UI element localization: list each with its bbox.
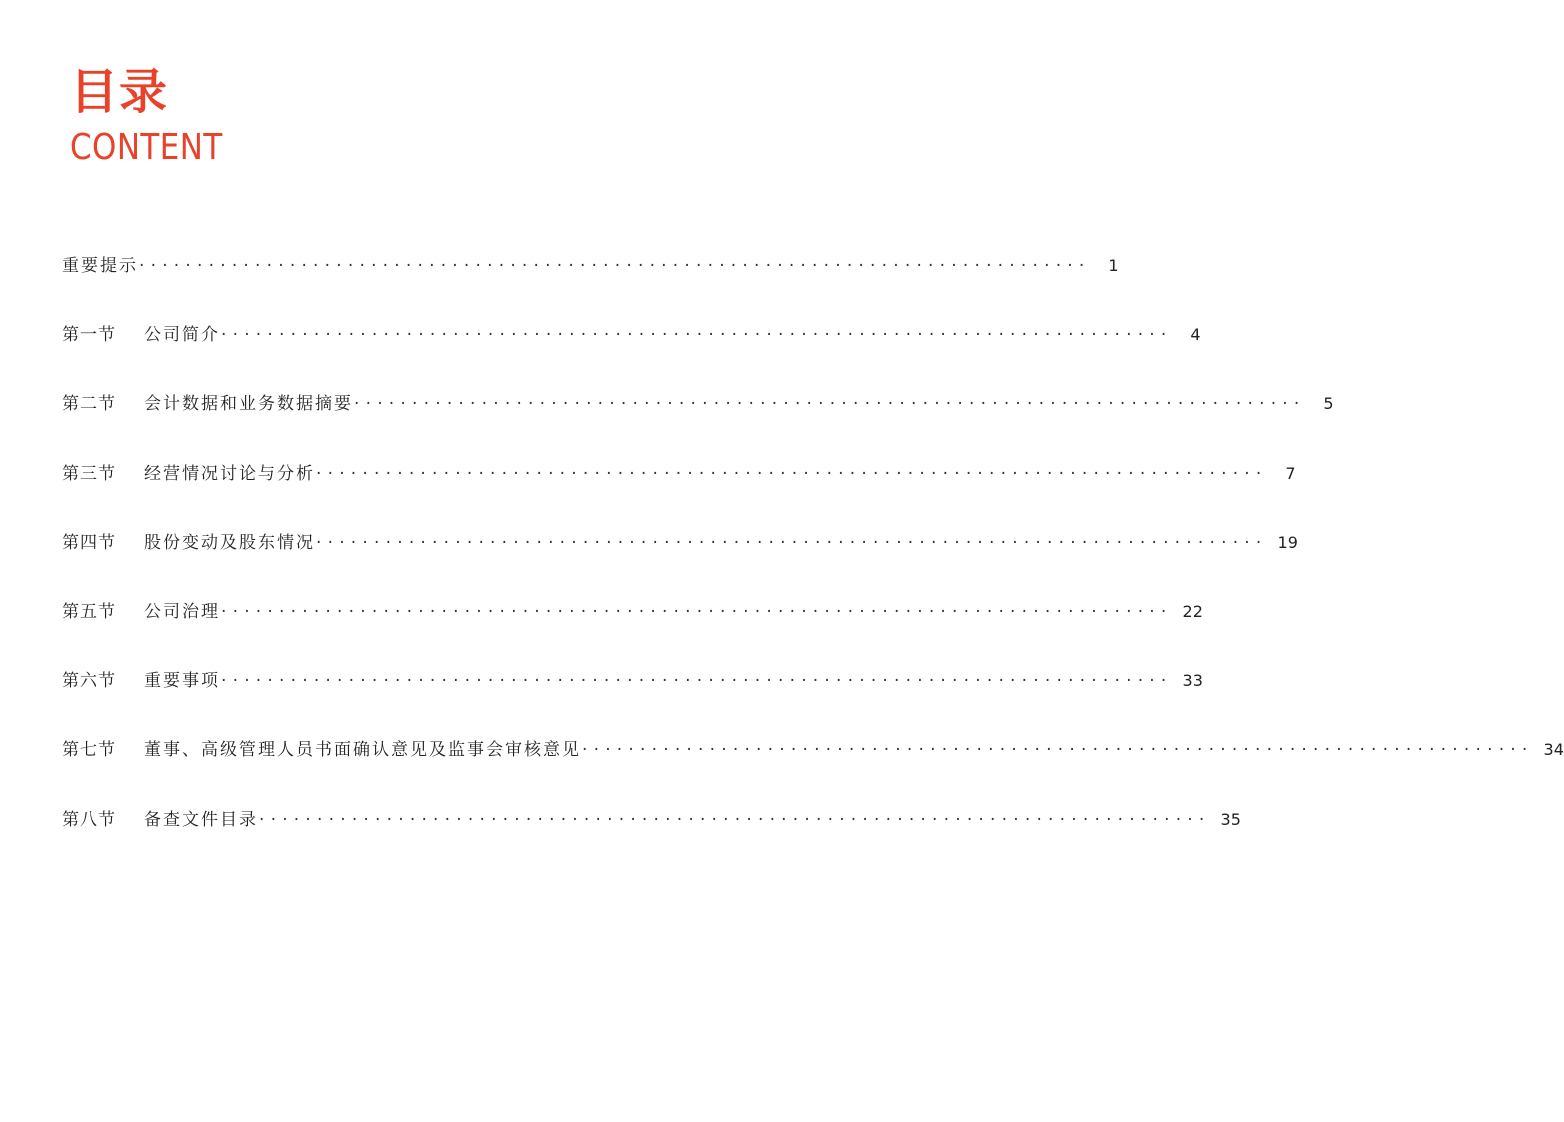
toc-dot-leader: ·················································································· [221, 671, 1173, 692]
toc-page-number: 1 [1108, 256, 1119, 275]
toc-entry-section-2[interactable] [62, 387, 1334, 456]
toc-dot-leader: ·················································································· [221, 601, 1173, 622]
toc-entry-title: 备查文件目录 [144, 809, 258, 830]
table-of-contents [62, 249, 1564, 872]
toc-section-label: 第一节 [62, 325, 116, 346]
toc-section-label: 第四节 [62, 532, 116, 553]
toc-dot-leader: ·················································································· [316, 463, 1268, 484]
toc-page-number: 22 [1182, 601, 1203, 621]
toc-section-label: 第六节 [62, 671, 116, 692]
toc-entry-title: 股份变动及股东情况 [144, 532, 315, 553]
toc-page-number: 5 [1323, 394, 1334, 414]
toc-dot-leader: ·················································································· [259, 809, 1211, 830]
toc-entry-title: 公司治理 [144, 601, 220, 622]
toc-dot-leader: ·················································································· [139, 256, 1091, 276]
toc-page-number: 35 [1220, 809, 1241, 829]
toc-page-number: 19 [1277, 532, 1298, 552]
toc-page-number: 4 [1190, 325, 1201, 345]
toc-entry-section-6[interactable] [62, 664, 1203, 733]
toc-entry-title: 公司简介 [144, 325, 220, 346]
toc-page-number: 33 [1182, 671, 1203, 691]
toc-section-label: 第二节 [62, 394, 116, 415]
toc-section-label: 第八节 [62, 809, 116, 830]
toc-entry-title: 重要提示 [62, 256, 138, 276]
toc-section-label: 第三节 [62, 463, 116, 484]
toc-entry-section-8[interactable] [62, 803, 1241, 872]
toc-entry-title: 重要事项 [144, 671, 220, 692]
toc-entry-section-7[interactable] [62, 733, 1564, 802]
toc-page-number: 34 [1543, 740, 1564, 760]
toc-entry-important-notice[interactable] [62, 249, 1119, 318]
toc-page-number: 7 [1285, 463, 1296, 483]
toc-section-label: 第五节 [62, 601, 116, 622]
toc-entry-section-1[interactable] [62, 318, 1201, 387]
page-subtitle: CONTENT [70, 127, 223, 168]
toc-dot-leader: ·················································································· [221, 325, 1173, 346]
toc-entry-section-5[interactable] [62, 595, 1203, 664]
toc-dot-leader: ·················································································· [354, 394, 1306, 415]
toc-section-label: 第七节 [62, 740, 116, 761]
toc-entry-title: 经营情况讨论与分析 [144, 463, 315, 484]
toc-entry-title: 董事、高级管理人员书面确认意见及监事会审核意见 [144, 740, 581, 761]
toc-entry-title: 会计数据和业务数据摘要 [144, 394, 353, 415]
page-title: 目录 [70, 64, 169, 120]
toc-entry-section-4[interactable] [62, 526, 1298, 595]
toc-dot-leader: ·················································································· [316, 532, 1268, 553]
toc-dot-leader: ·················································································· [582, 740, 1534, 761]
toc-entry-section-3[interactable] [62, 457, 1296, 526]
